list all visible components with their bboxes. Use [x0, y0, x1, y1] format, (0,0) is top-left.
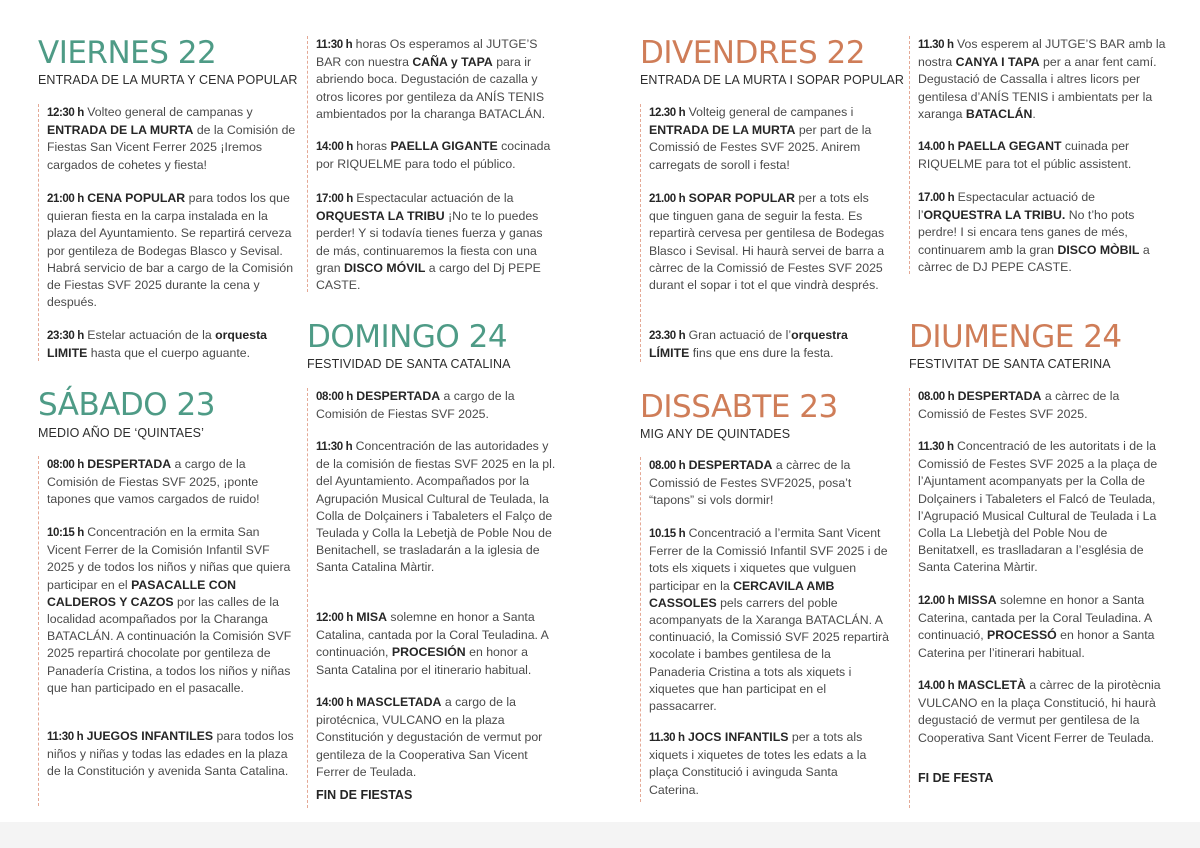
day-title-domingo: DOMINGO 24	[307, 319, 508, 355]
event-item: 21:00 h CENA POPULAR para todos los que quieran fiesta en la carpa instalada en la plaza del Ayuntamiento. Se repartirá cerveza por gentileza de Bodegas Blasco y Sevisal. Habrá servicio de bar a cargo de la Comisión de Fiestas SVF 2025 durante la cena y después.	[47, 191, 294, 310]
event-item: 10:15 h Concentración en la ermita San Vicent Ferrer de la Comisión Infantil SVF 2025 y de todos los niños y niñas que quiera participar en el PASACALLE CON CALDEROS Y CAZOS por las calles de la localidad acompañados por la Charanga BATACLÁN. A continuación la Comisión SVF 2025 repartirá chocolate por gentileza de Panadería Cristina, a todos los niños y niñas que han participado en el pasacalle.	[47, 525, 292, 695]
event-item: 14.00 h PAELLA GEGANT cuinada per RIQUELME para tot el públic assistent.	[918, 139, 1132, 172]
events-divendres-cont	[909, 36, 1167, 274]
events-domingo	[307, 388, 559, 808]
day-title-viernes: VIERNES 22	[38, 35, 217, 71]
event-item: 10.15 h Concentració a l’ermita Sant Vicent Ferrer de la Comissió Infantil SVF 2025 i de tots els xiquets i xiquetes que vulguen participar en la CERCAVILA AMB CASSOLES pels carrers del poble acompanyats de la Xaranga BATACLÁN. A continuació, la Comissió SVF 2025 repartirà xocolate i bambes gentilesa de la Panaderia Cristina a tots als xiquets i xiquetes que han participat en el passacarrer.	[649, 526, 889, 714]
event-item: 14.00 h MASCLETÀ a càrrec de la pirotècnia VULCANO en la plaça Constitució, hi haurà degustació de vermut per gentilesa de la Cooperativa Sant Vicent Ferrer de Teulada.	[918, 678, 1161, 745]
event-item: 11.30 h JOCS INFANTILS per a tots als xiquets i xiquetes de totes les edats a la plaça Constitució i avinguda Santa Caterina.	[649, 730, 867, 797]
event-item: 08.00 h DESPERTADA a càrrec de la Comissió de Festes SVF2025, posa’t “tapons” si vols dormir!	[649, 458, 852, 508]
event-item: 08:00 h DESPERTADA a cargo de la Comisión de Fiestas SVF 2025.	[316, 389, 515, 422]
event-item: 14:00 h horas PAELLA GIGANTE cocinada por RIQUELME para todo el público.	[316, 139, 551, 172]
day-subtitle-domingo: FESTIVIDAD DE SANTA CATALINA	[307, 357, 511, 371]
event-item: 11:30 h JUEGOS INFANTILES para todos los niños y niñas y todas las edades en la plaza de la Constitución y avenida Santa Catalina.	[47, 729, 294, 779]
event-item: 17:00 h Espectacular actuación de la ORQUESTA LA TRIBU ¡No te lo puedes perder! Y si todavía tienes fuerza y ganas de más, continuaremos la fiesta con una gran DISCO MÓVIL a cargo del Dj PEPE CASTE.	[316, 191, 543, 293]
page-bottom-strip	[0, 822, 1200, 848]
day-title-divendres: DIVENDRES 22	[640, 35, 865, 71]
event-item: 12.30 h Volteig general de campanes i ENTRADA DE LA MURTA per part de la Comissió de Festes SVF 2025. Anirem carregats de soroll i festa!	[649, 105, 872, 172]
day-title-diumenge: DIUMENGE 24	[909, 319, 1122, 355]
event-item: 11.30 h Vos esperem al JUTGE’S BAR amb la nostra CANYA I TAPA per a anar fent camí. Degustació de Cassalla i altres licors per gentilesa d’ANÍS TENIS i ambientats per la xaranga BATACLÁN.	[918, 37, 1166, 121]
event-item: 11:30 h Concentración de las autoridades y de la comisión de fiestas SVF 2025 en la pl. del Ayuntamiento. Acompañados por la Agrupación Musical Cultural de Teulada, la Colla de Dolçainers i Tabaleters el Falço de Teulada y Colla la Lebetjà de Poble Nou de Benitachell, se trasladarán a la iglesia de Santa Catalina Màrtir.	[316, 439, 556, 575]
event-item: 17.00 h Espectacular actuació de l’ORQUESTRA LA TRIBU. No t’ho pots perdre! I si encara tens ganes de més, continuarem amb la gran DISCO MÒBIL a càrrec de DJ PEPE CASTE.	[918, 190, 1150, 274]
event-item: 23:30 h Estelar actuación de la orquesta LIMITE hasta que el cuerpo aguante.	[47, 328, 268, 361]
event-item: 23.30 h Gran actuació de l’orquestra LÍMITE fins que ens dure la festa.	[649, 328, 848, 361]
day-title-sabado: SÁBADO 23	[38, 387, 216, 423]
day-title-dissabte: DISSABTE 23	[640, 389, 838, 425]
event-item: 12:00 h MISA solemne en honor a Santa Catalina, cantada por la Coral Teuladina. A continuación, PROCESIÓN en honor a Santa Catalina por el itinerario habitual.	[316, 610, 549, 677]
day-subtitle-divendres: ENTRADA DE LA MURTA I SOPAR POPULAR	[640, 73, 904, 87]
events-divendres	[640, 104, 890, 362]
events-viernes	[38, 104, 296, 361]
event-item: 14:00 h MASCLETADA a cargo de la pirotécnica, VULCANO en la plaza Constitución y degustación de vermut por gentileza de la Cooperativa San Vicent Ferrer de Teulada.	[316, 695, 543, 779]
event-item: 12.00 h MISSA solemne en honor a Santa Caterina, cantada per la Coral Teuladina. A continuació, PROCESSÓ en honor a Santa Caterina per l’itinerari habitual.	[918, 593, 1155, 660]
event-item: 21.00 h SOPAR POPULAR per a tots els que tinguen gana de seguir la festa. Es repartirà cervesa per gentilesa de Bodegas Blasco i Sevisal. Hi haurà servei de barra a càrrec de la Comissió de Festes SVF 2025 durant el sopar i tot el que vindrà després.	[649, 191, 885, 293]
day-subtitle-viernes: ENTRADA DE LA MURTA Y CENA POPULAR	[38, 73, 298, 87]
event-item: 08:00 h DESPERTADA a cargo de la Comisión de Fiestas SVF 2025, ¡ponte tapones que vamos cargados de ruido!	[47, 457, 260, 507]
event-item: 08.00 h DESPERTADA a càrrec de la Comissió de Festes SVF 2025.	[918, 389, 1120, 422]
day-subtitle-sabado: MEDIO AÑO DE ‘QUINTAES’	[38, 426, 204, 440]
event-item: 12:30 h Volteo general de campanas y ENTRADA DE LA MURTA de la Comisión de Fiestas San Vicent Ferrer 2025 ¡Iremos cargados de cohetes y fiesta!	[47, 105, 296, 172]
end-of-fiestas: FIN DE FIESTAS	[316, 788, 413, 802]
day-subtitle-diumenge: FESTIVITAT DE SANTA CATERINA	[909, 357, 1111, 371]
events-viernes-cont	[307, 36, 559, 292]
end-of-festa: FI DE FESTA	[918, 771, 994, 785]
day-subtitle-dissabte: MIG ANY DE QUINTADES	[640, 427, 791, 441]
event-item: 11.30 h Concentració de les autoritats i de la Comissió de Festes SVF 2025 a la plaça de l’Ajuntament acompanyats per la Colla de Dolçainers i Tabaleters el Falcó de Teulada, l’Agrupació Musical Cultural de Teulada i La Colla La Llebetjà del Poble Nou de Benitatxell, es traslladaran a l’església de Santa Caterina Màrtir.	[918, 439, 1158, 575]
events-sabado	[38, 456, 296, 806]
events-diumenge	[909, 388, 1167, 808]
event-item: 11:30 h horas Os esperamos al JUTGE’S BAR con nuestra CAÑA y TAPA para ir abriendo boca. Degustación de cazalla y otros licores por gentileza da ANÍS TENIS ambientados por la charanga BATACLÁN.	[316, 37, 546, 121]
events-dissabte	[640, 457, 890, 802]
